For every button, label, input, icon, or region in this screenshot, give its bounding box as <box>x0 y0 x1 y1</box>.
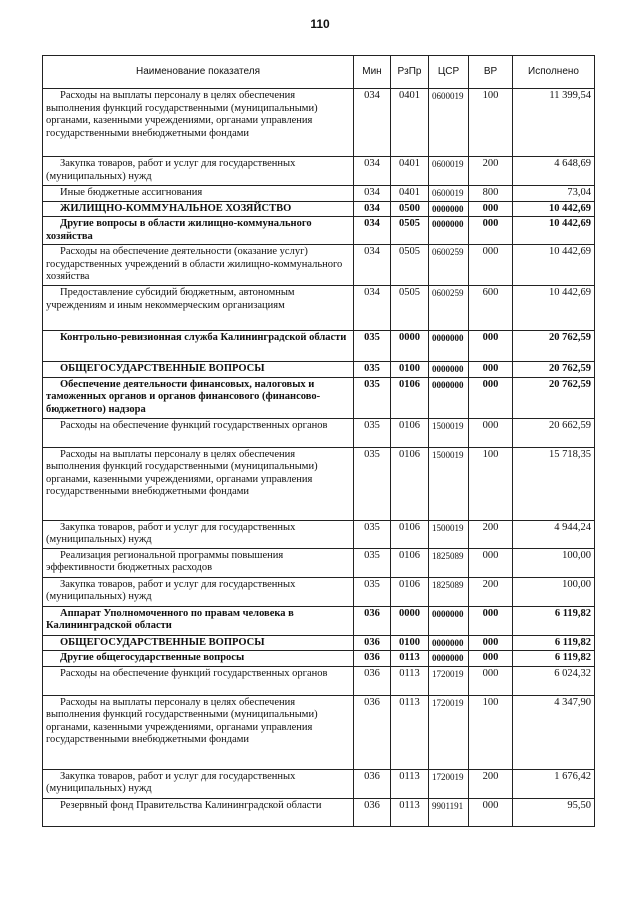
row-rzpr-cell: 0000 <box>391 331 429 362</box>
table-row <box>43 331 595 362</box>
row-min-cell: 034 <box>354 157 391 186</box>
table-header-row <box>43 56 595 89</box>
row-vr-cell: 200 <box>469 520 513 548</box>
table-row <box>43 651 595 667</box>
row-csr-cell: 0600259 <box>429 286 469 331</box>
row-rzpr-cell: 0505 <box>391 217 429 245</box>
row-ispolneno-cell: 73,04 <box>513 186 595 202</box>
row-name-cell: Закупка товаров, работ и услуг для государственных (муниципальных) нужд <box>43 769 354 798</box>
row-vr-cell: 000 <box>469 245 513 286</box>
row-name-cell: Расходы на выплаты персоналу в целях обеспечения выполнения функций государственными (муниципальными) органами, казенными учреждениями, органами управления государственными внебюджетными фондами <box>43 695 354 769</box>
row-rzpr-cell: 0113 <box>391 666 429 695</box>
table-row <box>43 798 595 826</box>
row-name-cell: Аппарат Уполномоченного по правам человека в Калининградской области <box>43 606 354 635</box>
row-rzpr-cell: 0106 <box>391 377 429 418</box>
row-vr-cell: 000 <box>469 548 513 577</box>
row-rzpr-cell: 0401 <box>391 186 429 202</box>
row-csr-cell: 0600019 <box>429 89 469 157</box>
row-csr-cell: 0600259 <box>429 245 469 286</box>
row-name-cell: Предоставление субсидий бюджетным, автономным учреждениям и иным некоммерческим организациям <box>43 286 354 331</box>
row-rzpr-cell: 0113 <box>391 695 429 769</box>
table-row <box>43 157 595 186</box>
row-vr-cell: 600 <box>469 286 513 331</box>
row-min-cell: 035 <box>354 548 391 577</box>
row-ispolneno-cell: 6 119,82 <box>513 651 595 667</box>
row-min-cell: 034 <box>354 89 391 157</box>
row-vr-cell: 000 <box>469 798 513 826</box>
row-min-cell: 036 <box>354 635 391 651</box>
row-ispolneno-cell: 10 442,69 <box>513 286 595 331</box>
header-min: Мин <box>354 56 391 89</box>
row-ispolneno-cell: 100,00 <box>513 548 595 577</box>
table-row <box>43 89 595 157</box>
row-min-cell: 034 <box>354 286 391 331</box>
table-row <box>43 695 595 769</box>
row-csr-cell: 1500019 <box>429 520 469 548</box>
row-csr-cell: 0000000 <box>429 362 469 378</box>
row-ispolneno-cell: 15 718,35 <box>513 447 595 520</box>
row-rzpr-cell: 0100 <box>391 635 429 651</box>
row-csr-cell: 0000000 <box>429 606 469 635</box>
row-vr-cell: 000 <box>469 606 513 635</box>
row-name-cell: Закупка товаров, работ и услуг для государственных (муниципальных) нужд <box>43 520 354 548</box>
row-vr-cell: 000 <box>469 635 513 651</box>
row-name-cell: Расходы на обеспечение деятельности (оказание услуг) государственных учреждений в области жилищно-коммунального хозяйства <box>43 245 354 286</box>
row-vr-cell: 000 <box>469 377 513 418</box>
row-rzpr-cell: 0505 <box>391 286 429 331</box>
row-min-cell: 035 <box>354 520 391 548</box>
row-ispolneno-cell: 1 676,42 <box>513 769 595 798</box>
row-name-cell: Реализация региональной программы повышения эффективности бюджетных расходов <box>43 548 354 577</box>
row-rzpr-cell: 0113 <box>391 651 429 667</box>
row-name-cell: Расходы на обеспечение функций государственных органов <box>43 666 354 695</box>
row-vr-cell: 800 <box>469 186 513 202</box>
row-rzpr-cell: 0106 <box>391 577 429 606</box>
row-csr-cell: 1720019 <box>429 695 469 769</box>
row-min-cell: 035 <box>354 377 391 418</box>
row-csr-cell: 0000000 <box>429 201 469 217</box>
row-min-cell: 036 <box>354 651 391 667</box>
row-rzpr-cell: 0100 <box>391 362 429 378</box>
row-ispolneno-cell: 6 119,82 <box>513 635 595 651</box>
row-rzpr-cell: 0505 <box>391 245 429 286</box>
row-ispolneno-cell: 4 944,24 <box>513 520 595 548</box>
row-rzpr-cell: 0106 <box>391 520 429 548</box>
row-name-cell: Расходы на выплаты персоналу в целях обеспечения выполнения функций государственными (муниципальными) органами, казенными учреждениями, органами управления государственными внебюджетными фондами <box>43 89 354 157</box>
row-csr-cell: 0000000 <box>429 651 469 667</box>
row-ispolneno-cell: 95,50 <box>513 798 595 826</box>
row-name-cell: Другие общегосударственные вопросы <box>43 651 354 667</box>
row-csr-cell: 0000000 <box>429 377 469 418</box>
row-min-cell: 035 <box>354 362 391 378</box>
row-csr-cell: 0600019 <box>429 157 469 186</box>
row-min-cell: 036 <box>354 606 391 635</box>
row-name-cell: Закупка товаров, работ и услуг для государственных (муниципальных) нужд <box>43 157 354 186</box>
row-vr-cell: 100 <box>469 89 513 157</box>
row-ispolneno-cell: 10 442,69 <box>513 245 595 286</box>
row-ispolneno-cell: 20 662,59 <box>513 418 595 447</box>
table-row <box>43 447 595 520</box>
row-csr-cell: 0000000 <box>429 635 469 651</box>
row-name-cell: Расходы на выплаты персоналу в целях обеспечения выполнения функций государственными (муниципальными) органами, казенными учреждениями, органами управления государственными внебюджетными фондами <box>43 447 354 520</box>
table-body <box>43 89 595 827</box>
row-vr-cell: 100 <box>469 447 513 520</box>
row-rzpr-cell: 0401 <box>391 89 429 157</box>
row-vr-cell: 000 <box>469 418 513 447</box>
row-csr-cell: 0000000 <box>429 331 469 362</box>
row-ispolneno-cell: 10 442,69 <box>513 217 595 245</box>
row-csr-cell: 1500019 <box>429 418 469 447</box>
row-min-cell: 035 <box>354 447 391 520</box>
row-ispolneno-cell: 11 399,54 <box>513 89 595 157</box>
header-rzpr: РзПр <box>391 56 429 89</box>
table-row <box>43 217 595 245</box>
row-min-cell: 036 <box>354 798 391 826</box>
row-ispolneno-cell: 6 119,82 <box>513 606 595 635</box>
budget-table <box>42 55 595 827</box>
row-min-cell: 035 <box>354 331 391 362</box>
row-min-cell: 036 <box>354 769 391 798</box>
row-ispolneno-cell: 4 648,69 <box>513 157 595 186</box>
table-row <box>43 362 595 378</box>
header-ispolneno: Исполнено <box>513 56 595 89</box>
table-row <box>43 520 595 548</box>
row-ispolneno-cell: 100,00 <box>513 577 595 606</box>
table-row <box>43 201 595 217</box>
row-name-cell: Резервный фонд Правительства Калининградской области <box>43 798 354 826</box>
row-vr-cell: 000 <box>469 666 513 695</box>
table-row <box>43 377 595 418</box>
row-min-cell: 034 <box>354 245 391 286</box>
row-vr-cell: 000 <box>469 651 513 667</box>
row-ispolneno-cell: 20 762,59 <box>513 331 595 362</box>
row-csr-cell: 1825089 <box>429 577 469 606</box>
table-row <box>43 577 595 606</box>
row-csr-cell: 9901191 <box>429 798 469 826</box>
row-vr-cell: 200 <box>469 157 513 186</box>
row-csr-cell: 1720019 <box>429 666 469 695</box>
row-name-cell: Обеспечение деятельности финансовых, налоговых и таможенных органов и органов финансового (финансово-бюджетного) надзора <box>43 377 354 418</box>
header-name: Наименование показателя <box>43 56 354 89</box>
row-name-cell: Закупка товаров, работ и услуг для государственных (муниципальных) нужд <box>43 577 354 606</box>
row-name-cell: Другие вопросы в области жилищно-коммунального хозяйства <box>43 217 354 245</box>
row-vr-cell: 000 <box>469 217 513 245</box>
row-name-cell: ОБЩЕГОСУДАРСТВЕННЫЕ ВОПРОСЫ <box>43 635 354 651</box>
row-rzpr-cell: 0000 <box>391 606 429 635</box>
row-csr-cell: 1500019 <box>429 447 469 520</box>
row-name-cell: Расходы на обеспечение функций государственных органов <box>43 418 354 447</box>
row-name-cell: Контрольно-ревизионная служба Калининградской области <box>43 331 354 362</box>
row-vr-cell: 200 <box>469 577 513 606</box>
row-name-cell: Иные бюджетные ассигнования <box>43 186 354 202</box>
table-row <box>43 245 595 286</box>
header-vr: ВР <box>469 56 513 89</box>
row-ispolneno-cell: 6 024,32 <box>513 666 595 695</box>
row-rzpr-cell: 0113 <box>391 769 429 798</box>
table-row <box>43 548 595 577</box>
row-ispolneno-cell: 4 347,90 <box>513 695 595 769</box>
row-min-cell: 034 <box>354 186 391 202</box>
table-row <box>43 606 595 635</box>
table-row <box>43 286 595 331</box>
table-row <box>43 769 595 798</box>
row-ispolneno-cell: 20 762,59 <box>513 377 595 418</box>
row-min-cell: 034 <box>354 201 391 217</box>
row-csr-cell: 0000000 <box>429 217 469 245</box>
row-vr-cell: 000 <box>469 331 513 362</box>
header-csr: ЦСР <box>429 56 469 89</box>
table-row <box>43 635 595 651</box>
row-min-cell: 035 <box>354 577 391 606</box>
row-csr-cell: 1720019 <box>429 769 469 798</box>
row-vr-cell: 000 <box>469 201 513 217</box>
row-rzpr-cell: 0401 <box>391 157 429 186</box>
row-min-cell: 036 <box>354 695 391 769</box>
row-csr-cell: 0600019 <box>429 186 469 202</box>
table-row <box>43 666 595 695</box>
row-vr-cell: 000 <box>469 362 513 378</box>
row-name-cell: ЖИЛИЩНО-КОММУНАЛЬНОЕ ХОЗЯЙСТВО <box>43 201 354 217</box>
row-ispolneno-cell: 10 442,69 <box>513 201 595 217</box>
row-ispolneno-cell: 20 762,59 <box>513 362 595 378</box>
row-rzpr-cell: 0106 <box>391 418 429 447</box>
row-vr-cell: 200 <box>469 769 513 798</box>
row-rzpr-cell: 0500 <box>391 201 429 217</box>
row-rzpr-cell: 0106 <box>391 447 429 520</box>
row-min-cell: 035 <box>354 418 391 447</box>
page-number: 110 <box>310 17 330 31</box>
table-row <box>43 418 595 447</box>
row-min-cell: 036 <box>354 666 391 695</box>
row-name-cell: ОБЩЕГОСУДАРСТВЕННЫЕ ВОПРОСЫ <box>43 362 354 378</box>
row-vr-cell: 100 <box>469 695 513 769</box>
row-csr-cell: 1825089 <box>429 548 469 577</box>
row-min-cell: 034 <box>354 217 391 245</box>
row-rzpr-cell: 0106 <box>391 548 429 577</box>
row-rzpr-cell: 0113 <box>391 798 429 826</box>
table-row <box>43 186 595 202</box>
